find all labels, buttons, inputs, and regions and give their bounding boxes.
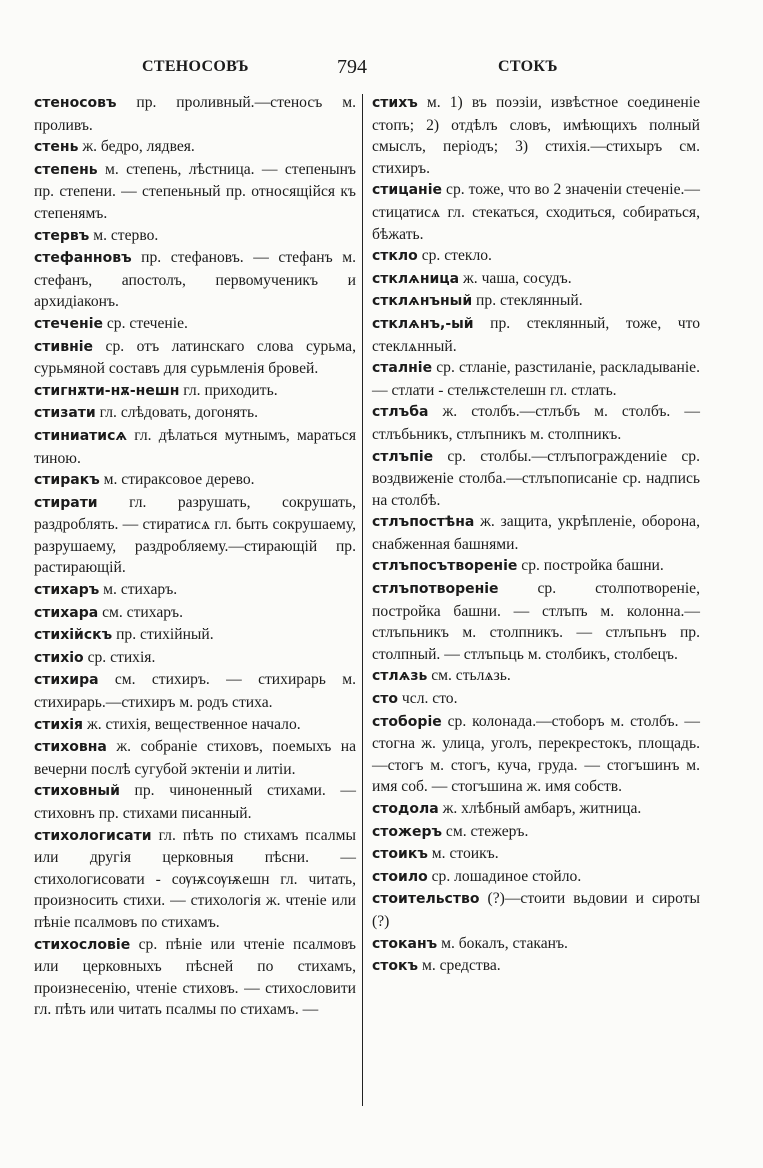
entry-headword: сто bbox=[372, 691, 399, 708]
entry-definition: ср. столбы.—стлъпограждениiе ср. воздвиженiе столба.—стлъпописанiе ср. надпись на столбѣ. bbox=[372, 447, 700, 509]
dictionary-entry bbox=[34, 624, 356, 647]
left-column bbox=[34, 92, 356, 1021]
entry-definition: м. стираксовое дерево. bbox=[99, 471, 255, 489]
column-divider bbox=[362, 94, 363, 1106]
left-running-headword: СТЕНОСОВЪ bbox=[142, 58, 249, 75]
page-number: 794 bbox=[337, 56, 367, 78]
entry-definition: гл. разрушать, сокрушать, раздроблять. — стиратисѧ гл. быть сокрушаему, разрушаему, раздробляему.—стирающiй пр. растирающiй. bbox=[34, 493, 356, 577]
entry-definition: ж. столбъ.—стлъбъ м. столбъ. —стлъбьникъ, стлъпникъ м. столпникъ. bbox=[372, 403, 700, 443]
page-header bbox=[0, 56, 763, 82]
dictionary-entry bbox=[372, 933, 700, 956]
entry-definition: ср. тоже, что во 2 значенiи стеченiе.—стицатисѧ гл. стекаться, сходиться, собираться, бѣжать. bbox=[372, 181, 700, 243]
entry-headword: стклѧнъ,-ый bbox=[372, 315, 474, 332]
entry-headword: стирати bbox=[34, 494, 98, 511]
dictionary-entry bbox=[34, 425, 356, 469]
dictionary-entry bbox=[372, 578, 700, 665]
dictionary-entry bbox=[34, 380, 356, 403]
dictionary-entry bbox=[372, 401, 700, 445]
entry-definition: см. стихиръ. — стихирарь м. стихирарь.—стихиръ м. родъ стиха. bbox=[34, 671, 356, 712]
entry-headword: стоило bbox=[372, 868, 428, 885]
entry-definition: пр. стеклянный. bbox=[472, 292, 583, 310]
entry-definition: ср. постройка башни. bbox=[517, 557, 664, 575]
entry-headword: стклѧница bbox=[372, 270, 460, 287]
entry-definition: м. стерво. bbox=[89, 226, 159, 244]
entry-definition: пр. стеклянный, тоже, что стеклѧнный. bbox=[372, 314, 700, 355]
dictionary-entry bbox=[34, 159, 356, 225]
dictionary-entry bbox=[372, 688, 700, 711]
dictionary-entry bbox=[372, 179, 700, 245]
entry-headword: стиховный bbox=[34, 783, 120, 800]
dictionary-entry bbox=[372, 955, 700, 978]
dictionary-entry bbox=[34, 825, 356, 934]
entry-definition: пр. чиноненный стихами. — стиховнъ пр. стихами писанный. bbox=[34, 782, 356, 822]
entry-headword: стихаръ bbox=[34, 582, 100, 599]
entry-headword: стивнiе bbox=[34, 338, 94, 355]
entry-headword: стень bbox=[34, 139, 79, 156]
dictionary-entry bbox=[372, 357, 700, 401]
entry-headword: стенoсовъ bbox=[34, 95, 117, 111]
dictionary-entry bbox=[34, 669, 356, 713]
entry-headword: стлъпiе bbox=[372, 448, 434, 465]
entry-headword: стефанновъ bbox=[34, 250, 132, 267]
entry-definition: (?)—стоити вьдовии и сироты (?) bbox=[372, 890, 700, 930]
entry-definition: ж. хлѣбный амбаръ, житница. bbox=[438, 800, 642, 817]
entry-headword: сталнiе bbox=[372, 360, 433, 377]
entry-definition: м. 1) въ поэзiи, извѣстное соединенiе стопъ; 2) отдѣлъ словъ, имѣющихъ полный смыслъ, перiодъ; 3) стихiя.—стихыръ см. стихиръ. bbox=[372, 94, 700, 177]
entry-headword: стокъ bbox=[372, 958, 419, 975]
entry-headword: стлъпосътворенiе bbox=[372, 558, 518, 575]
entry-headword: стицанiе bbox=[372, 182, 443, 199]
entry-definition: м. стоикъ. bbox=[427, 845, 499, 863]
dictionary-entry bbox=[372, 511, 700, 555]
entry-definition: ж. собранiе стиховъ, поемыхъ на вечерни послѣ сугубой эктенiи и литiи. bbox=[34, 738, 356, 778]
entry-definition: гл. пѣть по стихамъ псалмы или другiя церковныя пѣсни. — стихологисовати - сѹѭсѹѭешн гл. читать, произносить стихи. — стихологiя ж. чтенiе или пѣнiе псалмовъ по стихамъ. bbox=[34, 826, 356, 931]
entry-definition: м. средства. bbox=[418, 957, 501, 975]
entry-headword: стожеръ bbox=[372, 823, 442, 840]
entry-definition: м. степень, лѣстница. — степенынъ пр. степени. — степеньный пр. относящiйся къ степенямъ. bbox=[34, 160, 356, 222]
dictionary-entry bbox=[372, 268, 700, 291]
entry-headword: стоборiе bbox=[372, 713, 442, 730]
entry-definition: ср. колонада.—стоборъ м. столбъ. — стогна ж. улица, уголъ, перекрестокъ, площадь.—стогъ м. стогъ, куча, груда. — стогъшинъ м. имя соб. — стогъшина ж. имя собств. bbox=[372, 712, 700, 796]
dictionary-entry bbox=[34, 225, 356, 248]
dictionary-entry bbox=[34, 313, 356, 336]
entry-headword: стклѧнъный bbox=[372, 293, 473, 310]
dictionary-entry bbox=[34, 469, 356, 492]
entry-headword: стихъ bbox=[372, 95, 418, 111]
dictionary-entry bbox=[372, 798, 700, 821]
entry-headword: стлѧзь bbox=[372, 668, 428, 685]
dictionary-entry bbox=[372, 665, 700, 688]
entry-headword: стодола bbox=[372, 801, 439, 817]
entry-headword: стеченiе bbox=[34, 315, 103, 332]
dictionary-entry bbox=[372, 888, 700, 932]
entry-definition: ср. стихiя. bbox=[83, 648, 156, 666]
entry-definition: ср. стланiе, разстиланiе, раскладыванiе. — стлати - стелѭстелешн гл. стлать. bbox=[372, 359, 700, 399]
entry-definition: ж. защита, укрѣпленiе, оборона, снабженная башнями. bbox=[372, 513, 700, 553]
dictionary-entry bbox=[372, 821, 700, 844]
entry-definition: см. стихаръ. bbox=[98, 603, 184, 621]
entry-definition: ср. отъ латинскаго слова сурьма, сурьмяной составъ для сурьмленiя бровей. bbox=[34, 337, 356, 378]
dictionary-entry bbox=[34, 579, 356, 602]
entry-headword: стихiйскъ bbox=[34, 627, 113, 644]
entry-headword: стиниатисѧ bbox=[34, 427, 128, 444]
entry-definition: пр. проливный.—стеносъ м. проливъ. bbox=[34, 94, 356, 134]
right-running-headword: СТОКЪ bbox=[498, 58, 558, 75]
dictionary-entry bbox=[372, 446, 700, 512]
entry-definition: пр. стефановъ. — стефанъ м. стефанъ, апостолъ, первомученикъ и архидiаконъ. bbox=[34, 249, 356, 311]
dictionary-entry bbox=[34, 647, 356, 670]
dictionary-entry bbox=[34, 136, 356, 159]
entry-definition: м. бокалъ, стаканъ. bbox=[437, 934, 568, 952]
entry-definition: ср. стеченiе. bbox=[102, 314, 188, 332]
dictionary-entry bbox=[372, 555, 700, 578]
right-column bbox=[372, 92, 700, 978]
dictionary-entry bbox=[372, 290, 700, 313]
entry-headword: стиракъ bbox=[34, 472, 100, 489]
dictionary-entry bbox=[34, 602, 356, 625]
entry-headword: стихiя bbox=[34, 716, 84, 733]
entry-definition: ж. стихiя, вещественное начало. bbox=[83, 715, 301, 733]
entry-definition: гл. слѣдовать, догонять. bbox=[95, 404, 258, 422]
dictionary-entry bbox=[34, 492, 356, 579]
entry-definition: гл. дѣлаться мутнымъ, мараться тиною. bbox=[34, 426, 356, 467]
entry-headword: стервъ bbox=[34, 227, 90, 244]
entry-headword: стоикъ bbox=[372, 846, 428, 863]
entry-headword: стоканъ bbox=[372, 935, 438, 952]
dictionary-entry bbox=[372, 843, 700, 866]
entry-definition: ср. столпотворенiе, постройка башни. — стлъпъ м. колонна.—стлъпьникъ м. столпникъ. — стлъпьнъ пр. столпный. — стлъпьць м. столбикъ, столбецъ. bbox=[372, 580, 700, 663]
dictionary-entry bbox=[34, 402, 356, 425]
entry-headword: стигнѫти-нѫ-нешн bbox=[34, 382, 180, 399]
entry-headword: стизати bbox=[34, 405, 96, 422]
entry-definition: ж. бедро, лядвея. bbox=[78, 138, 195, 156]
entry-headword: степень bbox=[34, 161, 98, 178]
dictionary-entry bbox=[372, 711, 700, 798]
dictionary-entry bbox=[34, 736, 356, 780]
dictionary-entry bbox=[34, 247, 356, 313]
entry-definition: ср. пѣнiе или чтенiе псалмовъ или церковныхъ пѣсней по стихамъ, произнесенiю, чтенiе стиховъ. — стихословити гл. пѣть или читать псалмы по стихамъ. — bbox=[34, 935, 356, 1019]
entry-definition: см. стьлѧзь. bbox=[427, 667, 511, 685]
dictionary-entry bbox=[34, 934, 356, 1021]
entry-definition: м. стихаръ. bbox=[99, 581, 178, 599]
dictionary-entry bbox=[34, 714, 356, 737]
dictionary-entry bbox=[34, 92, 356, 136]
entry-headword: стихословiе bbox=[34, 936, 131, 953]
dictionary-entry bbox=[372, 92, 700, 179]
entry-headword: стлъба bbox=[372, 404, 429, 421]
entry-definition: см. стежеръ. bbox=[442, 822, 529, 840]
dictionary-entry bbox=[34, 336, 356, 380]
dictionary-entry bbox=[372, 245, 700, 268]
entry-headword: стихiо bbox=[34, 649, 84, 666]
entry-definition: гл. приходить. bbox=[179, 381, 278, 399]
entry-headword: стихара bbox=[34, 604, 99, 621]
entry-definition: чсл. сто. bbox=[398, 690, 458, 708]
entry-headword: стклo bbox=[372, 248, 418, 265]
entry-headword: стлъпостѣна bbox=[372, 514, 475, 531]
entry-headword: стихологисати bbox=[34, 827, 152, 844]
entry-headword: стлъпотворенiе bbox=[372, 581, 499, 598]
entry-definition: ж. чаша, сосудъ. bbox=[459, 269, 572, 287]
entry-definition: ср. лошадиное стойло. bbox=[427, 867, 582, 885]
entry-definition: пр. стихiйный. bbox=[112, 626, 214, 644]
entry-definition: ср. стекло. bbox=[417, 247, 492, 265]
entry-headword: стихира bbox=[34, 672, 99, 689]
dictionary-entry bbox=[372, 313, 700, 357]
dictionary-entry bbox=[372, 866, 700, 889]
entry-headword: стоительство bbox=[372, 891, 480, 908]
entry-headword: стиховна bbox=[34, 739, 107, 756]
dictionary-entry bbox=[34, 780, 356, 824]
